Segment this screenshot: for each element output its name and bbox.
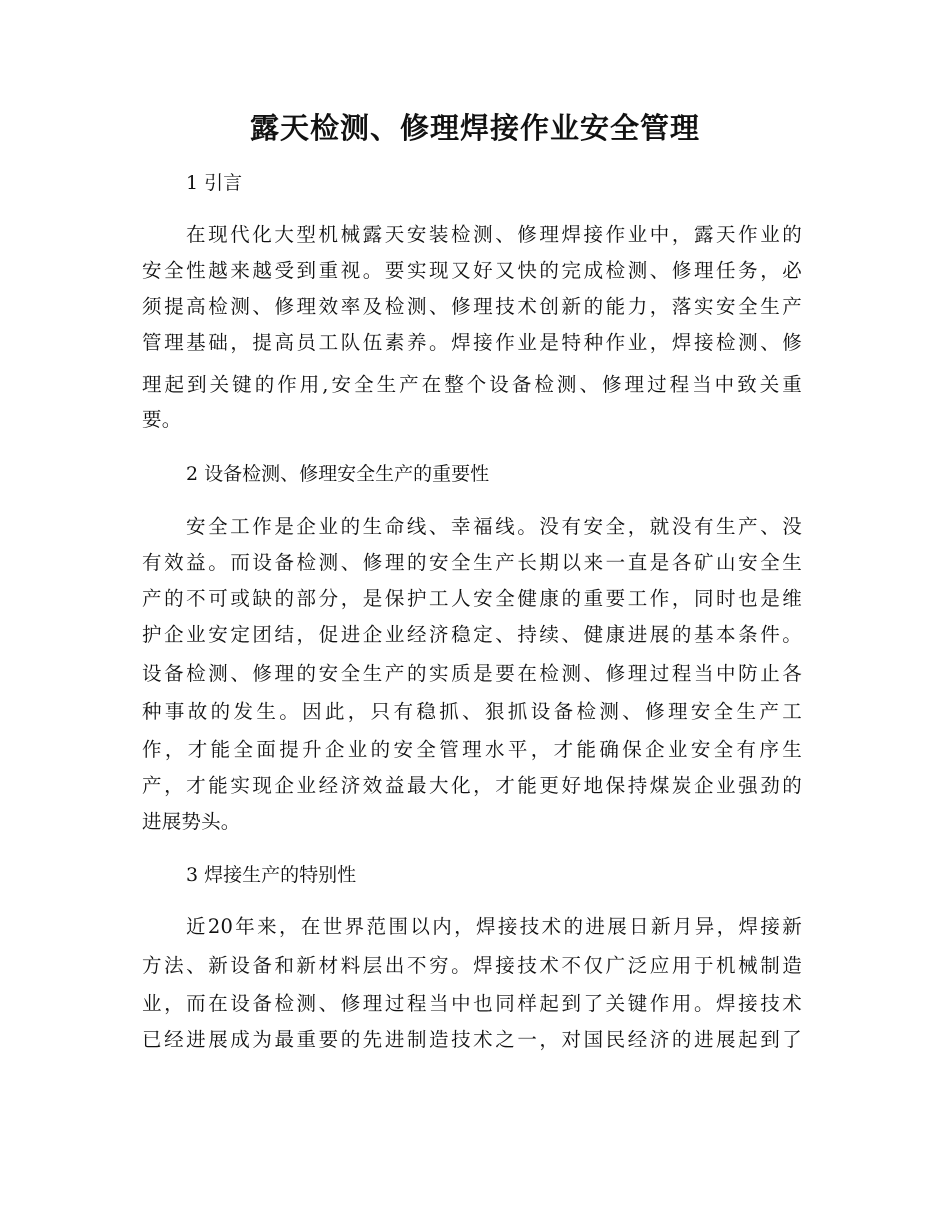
section-2-line-7: 作，才能全面提升企业的安全管理水平，才能确保企业安全有序生: [142, 738, 802, 761]
section-3-line-4: 已经进展成为最重要的先进制造技术之一，对国民经济的进展起到了: [142, 1028, 802, 1051]
section-2-line-9: 进展势头。: [142, 810, 241, 833]
document-title: 露天检测、修理焊接作业安全管理: [249, 111, 700, 145]
section-1-line-6: 要。: [142, 408, 182, 431]
section-3-line-1: 近20年来，在世界范围以内，焊接技术的进展日新月异，焊接新: [186, 915, 802, 938]
section-2-line-1: 安全工作是企业的生命线、幸福线。没有安全，就没有生产、没: [186, 515, 802, 538]
section-1-line-1: 在现代化大型机械露天安装检测、修理焊接作业中，露天作业的: [186, 223, 802, 246]
section-2-line-2: 有效益。而设备检测、修理的安全生产长期以来一直是各矿山安全生: [142, 551, 802, 574]
section-1-line-3: 须提高检测、修理效率及检测、修理技术创新的能力，落实安全生产: [142, 295, 802, 318]
section-heading-3: 3 焊接生产的特别性: [186, 864, 357, 886]
section-1-line-4: 管理基础，提高员工队伍素养。焊接作业是特种作业，焊接检测、修: [142, 331, 802, 354]
section-2-line-3: 产的不可或缺的部分，是保护工人安全健康的重要工作，同时也是维: [142, 587, 802, 610]
section-1-line-2: 安全性越来越受到重视。要实现又好又快的完成检测、修理任务，必: [142, 259, 802, 282]
section-2-line-8: 产，才能实现企业经济效益最大化，才能更好地保持煤炭企业强劲的: [142, 774, 802, 797]
section-2-line-5: 设备检测、修理的安全生产的实质是要在检测、修理过程当中防止各: [142, 662, 802, 685]
section-heading-2: 2 设备检测、修理安全生产的重要性: [186, 463, 490, 485]
section-2-line-6: 种事故的发生。因此，只有稳抓、狠抓设备检测、修理安全生产工: [142, 700, 802, 723]
section-1-line-5: 理起到关键的作用,安全生产在整个设备检测、修理过程当中致关重: [142, 373, 802, 396]
section-3-line-2: 方法、新设备和新材料层出不穷。焊接技术不仅广泛应用于机械制造: [142, 954, 802, 977]
section-2-line-4: 护企业安定团结，促进企业经济稳定、持续、健康进展的基本条件。: [142, 623, 802, 646]
section-heading-1: 1 引言: [186, 172, 243, 194]
section-3-line-3: 业，而在设备检测、修理过程当中也同样起到了关键作用。焊接技术: [142, 992, 802, 1015]
